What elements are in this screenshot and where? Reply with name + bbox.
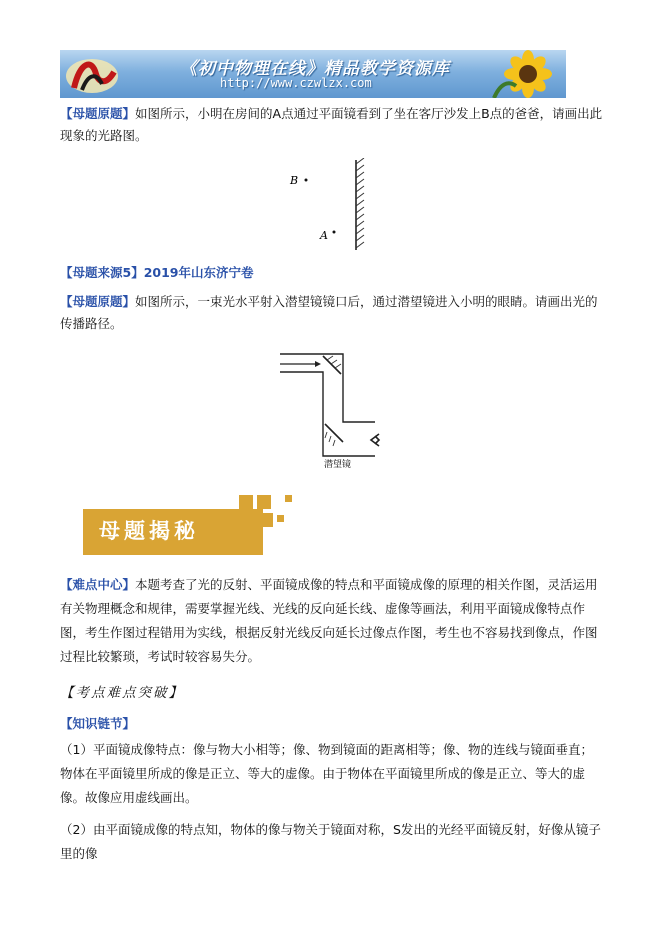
- sunflower-icon: [490, 50, 560, 98]
- point-b-dot: [305, 179, 308, 182]
- breakthrough-heading: 【考点难点突破】: [60, 685, 184, 701]
- source-line: [60, 263, 254, 281]
- source-text: 2019年山东济宁卷: [143, 265, 254, 280]
- mirror-diagram: [280, 158, 390, 253]
- eye-icon: [371, 434, 379, 446]
- difficulty-tag: 【难点中心】: [60, 577, 136, 592]
- question-2-text: 如图所示，一束光水平射入潜望镜镜口后，通过潜望镜进入小明的眼睛。请画出光的传播路径。: [60, 294, 598, 331]
- question-1-tag: 【母题原题】: [60, 106, 136, 121]
- point-b-label: B: [290, 174, 299, 187]
- knowledge-paragraph-2: （2）由平面镜成像的特点知，物体的像与物关于镜面对称，S发出的光经平面镜反射，好像从镜子里的像: [60, 822, 601, 861]
- point-a-label: A: [320, 229, 328, 242]
- question-1-text: 如图所示，小明在房间的A点通过平面镜看到了坐在客厅沙发上B点的爸爸，请画出此现象的光路图。: [60, 106, 603, 143]
- difficulty-paragraph: [60, 573, 605, 669]
- header-banner: [60, 50, 566, 98]
- question-2-tag: 【母题原题】: [60, 294, 136, 309]
- question-1: [60, 103, 605, 147]
- source-tag: 【母题来源5】: [60, 265, 144, 280]
- section-header-reveal: [83, 493, 298, 555]
- question-2: [60, 291, 605, 335]
- knowledge-paragraph-1: （1）平面镜成像特点：像与物大小相等；像、物到镜面的距离相等；像、物的连线与镜面垂直；物体在平面镜里所成的像是正立、等大的虚像。由于物体在平面镜里所成的像是正立、等大的虚像。故像应用虚线画出。: [60, 742, 593, 805]
- periscope-caption: 潜望镜: [324, 460, 352, 470]
- banner-url: http://www.czwlzx.com: [220, 76, 372, 90]
- section-header-label: 母题揭秘: [99, 519, 199, 543]
- logo-icon: [62, 52, 122, 96]
- difficulty-text: 本题考查了光的反射、平面镜成像的特点和平面镜成像的原理的相关作图，灵活运用有关物理概念和规律，需要掌握光线、光线的反向延长线、虚像等画法，利用平面镜成像特点作图，考生作图过程错用为实线，根据反射光线反向延长过像点作图，考生也不容易找到像点，作图过程比较繁琐，考试时较容易失分。: [60, 577, 598, 664]
- point-a-dot: [333, 231, 336, 234]
- periscope-diagram: [275, 348, 395, 470]
- banner-title: 《初中物理在线》精品教学资源库: [180, 59, 450, 79]
- knowledge-tag: 【知识链节】: [60, 716, 136, 731]
